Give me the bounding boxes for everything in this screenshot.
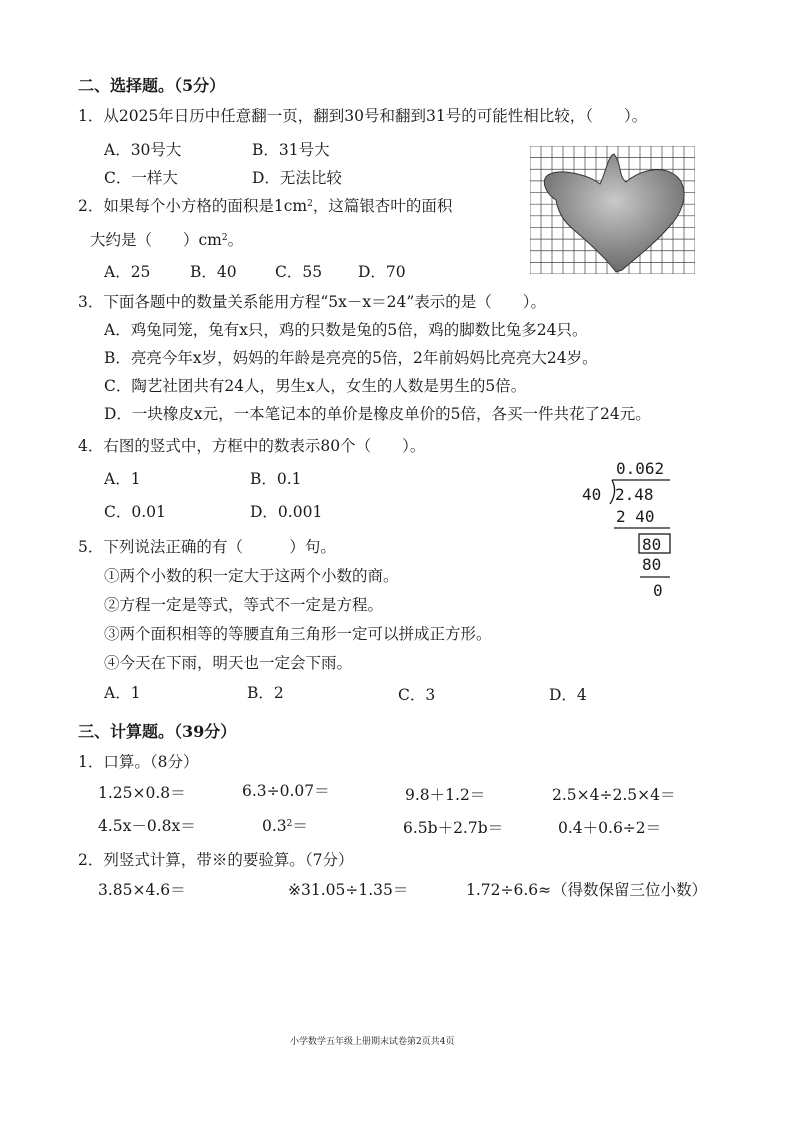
division-bracket [610,480,615,504]
q2-option-b: B．40 [190,263,237,281]
q5-option-c: C．3 [398,686,436,704]
oral-calc-6 [262,816,308,836]
page-footer: 小学数学五年级上册期末试卷第2页共4页 [290,1037,455,1047]
s3-q1-stem: 1．口算。（8分） [78,753,199,771]
q2-option-c: C．55 [275,263,323,281]
oral-calc-6-equals: ＝ [292,817,308,835]
oral-calc-7: 6.5b＋2.7b＝ [403,819,504,837]
q1-option-d: D．无法比较 [252,169,342,187]
q2-option-a: A．25 [104,263,151,281]
q3-option-b: B．亮亮今年x岁，妈妈的年龄是亮亮的5倍，2年前妈妈比亮亮大24岁。 [104,349,598,367]
q1-option-a: A．30号大 [104,141,182,159]
section-3-heading: 三、计算题。（39分） [78,722,237,741]
q2-stem-text-end: ，这篇银杏叶的面积 [312,197,453,215]
vertical-calc-1: 3.85×4.6＝ [98,881,186,899]
q5-statement-2: ②方程一定是等式，等式不一定是方程。 [104,596,384,614]
q3-option-c: C．陶艺社团共有24人，男生x人，女生的人数是男生的5倍。 [104,377,527,395]
vertical-calc-2: ※31.05÷1.35＝ [288,881,409,899]
q4-option-c: C．0.01 [104,503,166,521]
q2-line2-superscript: 2 [221,233,228,243]
q3-option-a: A．鸡兔同笼，兔有x只，鸡的只数是兔的5倍，鸡的脚数比兔多24只。 [104,321,588,339]
q5-statement-4: ④今天在下雨，明天也一定会下雨。 [104,654,353,672]
division-dividend: 2.48 [615,485,654,504]
oral-calc-3: 9.8＋1.2＝ [405,786,486,804]
division-step1: 2 40 [616,507,655,526]
division-boxed-number: 80 [642,535,662,554]
q2-line2-text: 大约是（ ）cm [90,231,222,249]
oral-calc-6-base: 0.3 [262,817,287,835]
q3-stem: 3．下面各题中的数量关系能用方程“5x－x＝24”表示的是（ ）。 [78,293,547,311]
q5-option-a: A．1 [104,684,141,702]
q5-option-b: B．2 [247,684,284,702]
q4-stem: 4．右图的竖式中，方框中的数表示80个（ ）。 [78,437,426,455]
vertical-calc-3: 1.72÷6.6≈ [466,881,552,899]
q5-option-d: D．4 [549,686,587,704]
q2-stem-superscript: 2 [307,199,313,209]
q2-line2 [90,230,243,250]
q4-option-d: D．0.001 [250,503,323,521]
division-remainder: 0 [653,581,663,600]
q1-stem: 1．从2025年日历中任意翻一页，翻到30号和翻到31号的可能性相比较，（ ）。 [78,107,648,125]
division-divisor: 40 [582,485,602,504]
q4-option-a: A．1 [104,470,141,488]
q5-statement-1: ①两个小数的积一定大于这两个小数的商。 [104,567,399,585]
division-quotient: 0.062 [616,459,665,478]
oral-calc-4: 2.5×4÷2.5×4＝ [552,786,676,804]
oral-calc-1: 1.25×0.8＝ [98,784,186,802]
q2-line2-text-end: 。 [227,231,244,249]
oral-calc-2: 6.3÷0.07＝ [242,782,330,800]
division-step2: 80 [642,555,662,574]
q1-option-b: B．31号大 [252,141,330,159]
q5-statement-3: ③两个面积相等的等腰直角三角形一定可以拼成正方形。 [104,625,492,643]
q1-option-c: C．一样大 [104,169,178,187]
long-division-figure [578,456,678,606]
section-2-heading: 二、选择题。（5分） [78,76,226,95]
q2-option-d: D．70 [358,263,406,281]
oral-calc-8: 0.4＋0.6÷2＝ [558,819,662,837]
oral-calc-5: 4.5x－0.8x＝ [98,817,196,835]
q3-option-d: D．一块橡皮x元，一本笔记本的单价是橡皮单价的5倍，各买一件共花了24元。 [104,405,651,423]
q4-option-b: B．0.1 [250,470,302,488]
vertical-calc-3-note: （得数保留三位小数） [552,881,708,899]
ginkgo-leaf-grid-figure [530,146,695,274]
q2-stem [78,196,452,216]
q5-stem: 5．下列说法正确的有（ ）句。 [78,538,336,556]
oral-calc-6-exponent: 2 [286,819,293,829]
s3-q2-stem: 2．列竖式计算，带※的要验算。（7分） [78,851,354,869]
q2-stem-text: 2．如果每个小方格的面积是1cm [78,197,308,215]
